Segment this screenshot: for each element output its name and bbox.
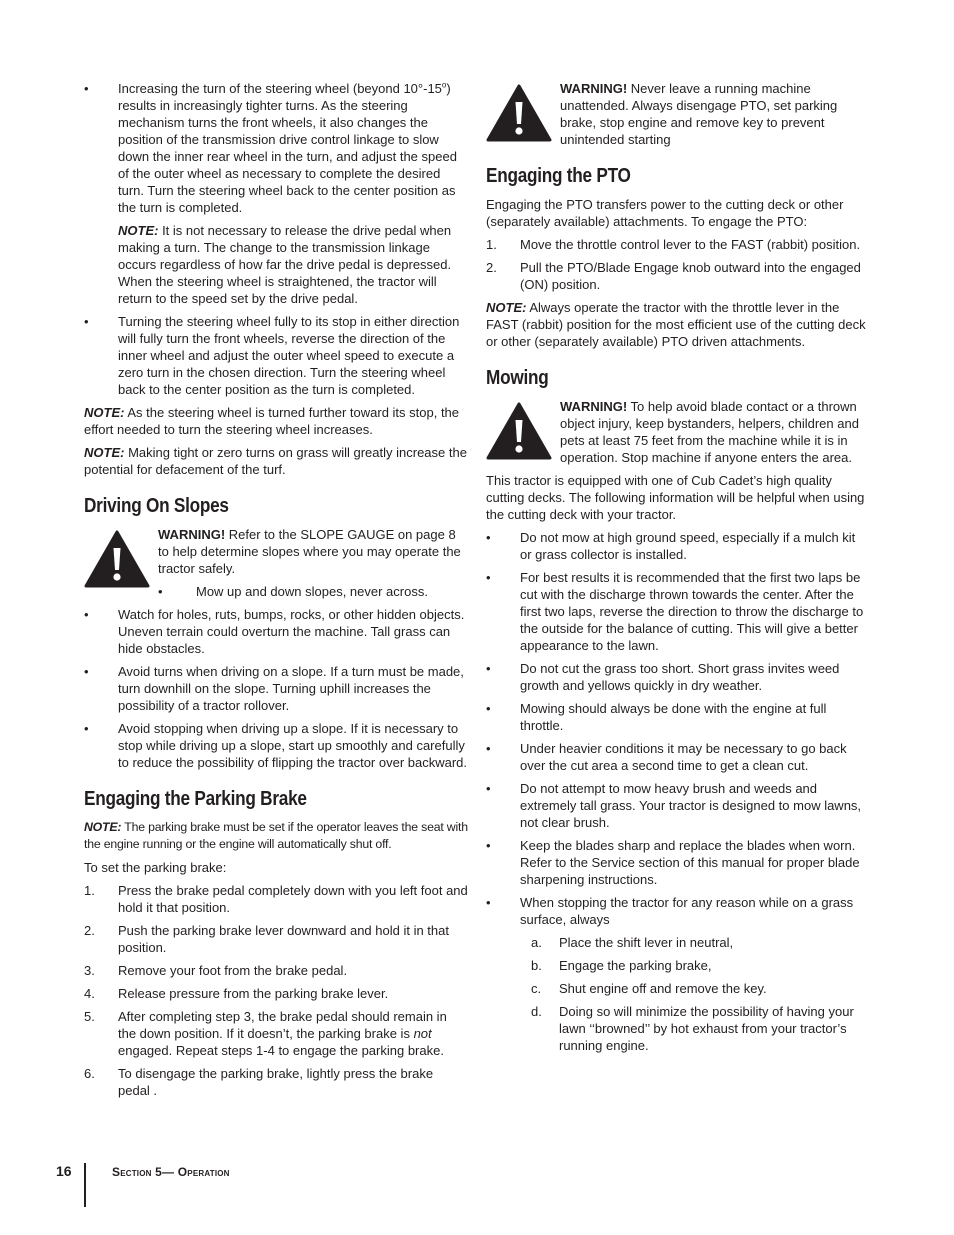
degree-sup: o — [441, 80, 447, 90]
footer-divider — [84, 1163, 86, 1207]
note-text: As the steering wheel is turned further toward its stop, the effort needed to turn the steering wheel increases. — [84, 405, 460, 437]
intro-text: Engaging the PTO transfers power to the cutting deck or other (separately available) attachments. To engage the PTO: — [486, 197, 844, 229]
list-item — [486, 236, 870, 253]
bullet-mark: • — [486, 838, 491, 853]
note-text: It is not necessary to release the drive pedal when making a turn. The change to the transmission linkage occurs regardless of how far the drive pedal is depressed. When the steering wheel is straightened, the tractor will return to the speed set by the drive pedal. — [118, 223, 452, 306]
list-item — [486, 780, 870, 831]
bullet-text: Turning the steering wheel fully to its stop in either direction will fully turn the front wheels, reverse the direction of the inner wheel and adjust the outer wheel speed to execute a zero turn in the chosen direction. Turn the steering wheel back to the center position as the turn is completed. — [118, 314, 460, 397]
intro-text: This tractor is equipped with one of Cub Cadet’s high quality cutting decks. The following information will be helpful when using the cutting deck with your tractor. — [486, 473, 865, 522]
step-text-emphasis: not — [413, 1026, 432, 1041]
bullet-text: Mow up and down slopes, never across. — [196, 584, 428, 599]
bullet-text: Keep the blades sharp and replace the blades when worn. Refer to the Service section of this manual for proper blade sharpening instructions. — [520, 838, 860, 887]
step-text: Remove your foot from the brake pedal. — [118, 963, 348, 978]
step-number: 1. — [84, 883, 95, 898]
list-item — [486, 660, 870, 694]
step-text: Press the brake pedal completely down with you left foot and hold it that position. — [118, 883, 468, 915]
step-number: 3. — [84, 963, 95, 978]
bullet-text: Avoid turns when driving on a slope. If a turn must be made, turn downhill on the slope. Turning uphill increases the possibility of a tractor rollover. — [118, 664, 464, 713]
step-number: 2. — [486, 260, 497, 275]
step-number: 1. — [486, 237, 497, 252]
bullet-text: Increasing the turn of the steering wheel (beyond 10°-15 — [118, 81, 442, 96]
list-item — [84, 882, 468, 916]
sub-list-item — [486, 934, 870, 951]
bullet-mark: • — [486, 701, 491, 716]
sub-list-item — [486, 980, 870, 997]
step-number: 5. — [84, 1009, 95, 1024]
section-heading-slopes: Driving On Slopes — [84, 495, 229, 517]
section-heading-mowing: Mowing — [486, 367, 549, 389]
step-text: engaged. Repeat steps 1-4 to engage the parking brake. — [118, 1043, 444, 1058]
right-column — [486, 80, 870, 1060]
note-paragraph — [84, 222, 468, 307]
bullet-mark: • — [84, 664, 89, 679]
sub-text: Place the shift lever in neutral, — [559, 935, 734, 950]
step-text: Push the parking brake lever downward and hold it in that position. — [118, 923, 449, 955]
bullet-text: Avoid stopping when driving up a slope. If it is necessary to stop while driving up a slope, start up smoothly and carefully to reduce the possibility of flipping the tractor over backward. — [118, 721, 468, 770]
page-number: 16 — [56, 1163, 72, 1179]
warning-block — [84, 526, 468, 600]
list-item — [84, 922, 468, 956]
sub-list-item — [486, 957, 870, 974]
bullet-text-rest: ) results in increasingly tighter turns. As the steering mechanism turns the front wheels, it also changes the position of the transmission drive control linkage to slow down the inner rear wheel in the turn, and adjust the speed of the outer wheel as necessary to complete the desired turn. Turn the steering wheel back to the center position as the turn is completed. — [118, 81, 457, 215]
bullet-mark: • — [84, 607, 89, 622]
bullet-mark: • — [486, 661, 491, 676]
warning-block — [486, 80, 870, 148]
bullet-text: Do not attempt to mow heavy brush and weeds and extremely tall grass. Your tractor is designed to mow lawns, not clear brush. — [520, 781, 862, 830]
bullet-mark: • — [84, 721, 89, 736]
note-text: Making tight or zero turns on grass will greatly increase the potential for defacement of the turf. — [84, 445, 467, 477]
note-label: NOTE: — [118, 223, 159, 238]
list-item — [158, 583, 468, 600]
left-column — [84, 80, 468, 1105]
list-item — [84, 313, 468, 398]
bullet-text: Mowing should always be done with the engine at full throttle. — [520, 701, 827, 733]
bullet-text: Do not cut the grass too short. Short grass invites weed growth and yellows quickly in dry weather. — [520, 661, 840, 693]
bullet-mark: • — [486, 741, 491, 756]
list-item — [84, 663, 468, 714]
sub-text: Engage the parking brake, — [559, 958, 712, 973]
list-item — [84, 80, 468, 216]
sub-letter: d. — [531, 1004, 542, 1019]
note-text: Always operate the tractor with the throttle lever in the FAST (rabbit) position for the most efficient use of the cutting deck or other (separately available) PTO driven attachments. — [486, 300, 866, 349]
list-item — [84, 985, 468, 1002]
list-item — [84, 606, 468, 657]
bullet-mark: • — [486, 570, 491, 585]
list-item — [486, 569, 870, 654]
section-heading-pto: Engaging the PTO — [486, 165, 631, 187]
warning-label: WARNING! — [560, 399, 628, 414]
list-item — [486, 529, 870, 563]
step-text: Pull the PTO/Blade Engage knob outward into the engaged (ON) position. — [520, 260, 861, 292]
bullet-mark: • — [486, 895, 491, 910]
sub-letter: b. — [531, 958, 542, 973]
intro-text: To set the parking brake: — [84, 860, 227, 875]
list-item — [84, 720, 468, 771]
bullet-text: Watch for holes, ruts, bumps, rocks, or other hidden objects. Uneven terrain could overturn the machine. Tall grass can hide obstacles. — [118, 607, 465, 656]
bullet-mark: • — [84, 81, 89, 96]
bullet-text: When stopping the tractor for any reason while on a grass surface, always — [520, 895, 854, 927]
warning-text: Never leave a running machine unattended. Always disengage PTO, set parking brake, stop engine and remove key to prevent unintended starting — [560, 81, 838, 147]
step-number: 2. — [84, 923, 95, 938]
list-item — [84, 1008, 468, 1059]
sub-list-item — [486, 1003, 870, 1054]
sub-text: Doing so will minimize the possibility of having your lawn ‘‘browned’’ by hot exhaust from your tractor’s running engine. — [559, 1004, 854, 1053]
list-item — [486, 740, 870, 774]
bullet-mark: • — [84, 314, 89, 329]
warning-text: To help avoid blade contact or a thrown object injury, keep bystanders, helpers, children and pets at least 75 feet from the machine while it is in operation. Stop machine if anyone enters the area. — [560, 399, 859, 465]
step-text: After completing step 3, the brake pedal should remain in the down position. If it doesn’t, the parking brake is — [118, 1009, 447, 1041]
sub-text: Shut engine off and remove the key. — [559, 981, 767, 996]
note-paragraph — [84, 444, 468, 478]
note-text: The parking brake must be set if the operator leaves the seat with the engine running or the engine will automatically shut off. — [84, 820, 468, 851]
list-item — [84, 962, 468, 979]
note-label: NOTE: — [486, 300, 527, 315]
sub-letter: c. — [531, 981, 542, 996]
list-item — [84, 1065, 468, 1099]
warning-triangle-icon — [486, 84, 552, 142]
section-footer: Section 5— Operation — [112, 1165, 230, 1179]
step-number: 4. — [84, 986, 95, 1001]
note-paragraph — [84, 819, 468, 853]
warning-text: Refer to the SLOPE GAUGE on page 8 to help determine slopes where you may operate the tractor safely. — [158, 527, 461, 576]
bullet-text: Under heavier conditions it may be necessary to go back over the cut area a second time to get a clean cut. — [520, 741, 847, 773]
bullet-mark: • — [486, 781, 491, 796]
note-paragraph — [486, 299, 870, 350]
bullet-mark: • — [486, 530, 491, 545]
bullet-mark: • — [158, 584, 163, 599]
sub-letter: a. — [531, 935, 542, 950]
bullet-text: For best results it is recommended that the first two laps be cut with the discharge thrown towards the center. After the first two laps, reverse the direction to throw the discharge to the outside for the balance of cutting. This will give a better appearance to the lawn. — [520, 570, 864, 653]
step-number: 6. — [84, 1066, 95, 1081]
note-label: NOTE: — [84, 405, 125, 420]
step-text: Move the throttle control lever to the FAST (rabbit) position. — [520, 237, 861, 252]
list-item — [486, 259, 870, 293]
list-item — [486, 700, 870, 734]
warning-triangle-icon — [84, 530, 150, 588]
note-label: NOTE: — [84, 820, 122, 834]
bullet-text: Do not mow at high ground speed, especially if a mulch kit or grass collector is installed. — [520, 530, 856, 562]
warning-label: WARNING! — [560, 81, 628, 96]
step-text: Release pressure from the parking brake lever. — [118, 986, 389, 1001]
step-text: To disengage the parking brake, lightly press the brake pedal . — [118, 1066, 434, 1098]
note-label: NOTE: — [84, 445, 125, 460]
warning-block — [486, 398, 870, 466]
warning-triangle-icon — [486, 402, 552, 460]
section-heading-parking-brake: Engaging the Parking Brake — [84, 788, 307, 810]
warning-label: WARNING! — [158, 527, 226, 542]
note-paragraph — [84, 404, 468, 438]
list-item — [486, 837, 870, 888]
list-item — [486, 894, 870, 928]
